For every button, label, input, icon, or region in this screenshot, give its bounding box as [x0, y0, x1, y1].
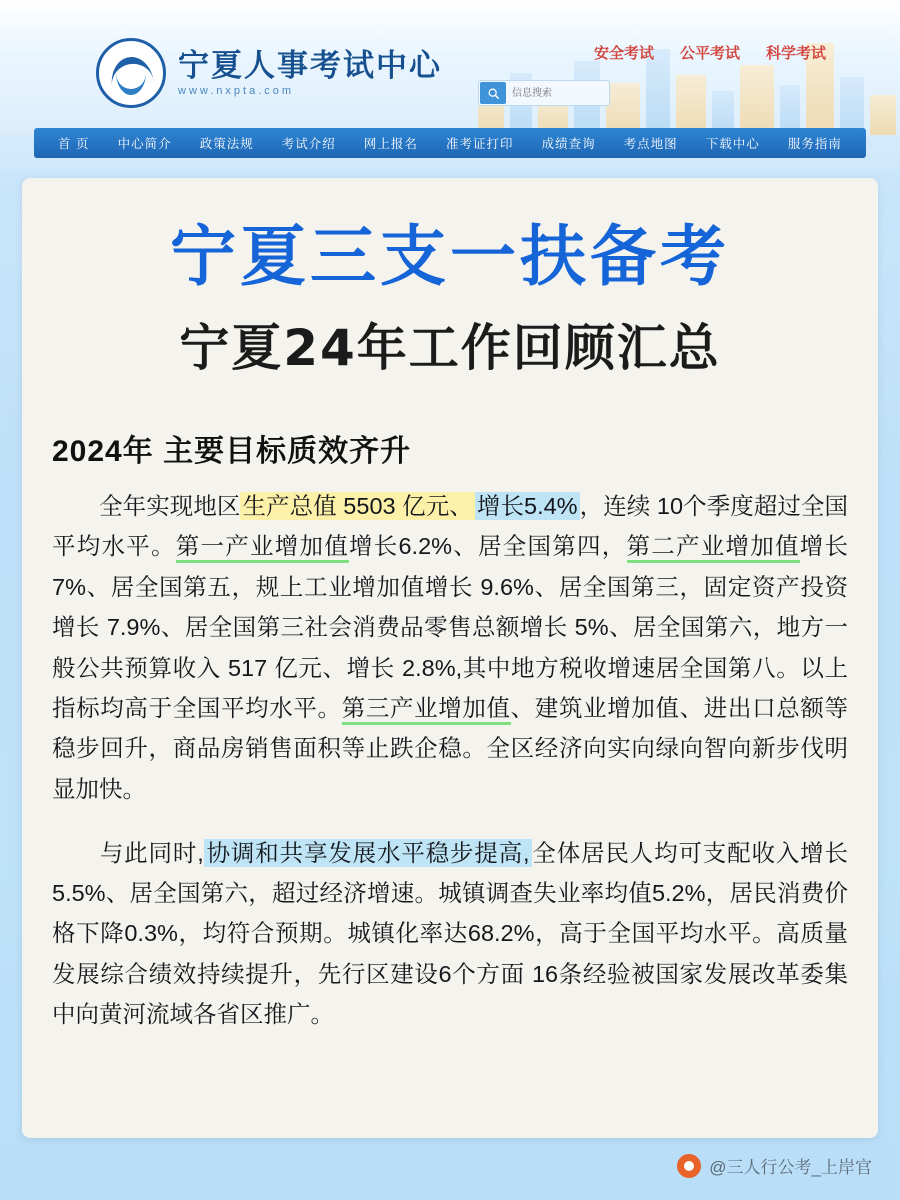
- nav-item-downloads[interactable]: 下载中心: [705, 137, 760, 151]
- slogan-group: [594, 42, 826, 63]
- logo-emblem-icon: [96, 38, 166, 108]
- nav-item-online-reg[interactable]: 网上报名: [363, 137, 418, 151]
- p2-highlight-development: 协调和共享发展水平稳步提高,: [205, 839, 530, 866]
- p1-highlight-growth: 增长5.4%: [476, 492, 578, 519]
- p1-highlight-gdp: 生产总值 5503 亿元、: [242, 492, 473, 519]
- search-box[interactable]: [478, 80, 610, 106]
- slogan-1: 安全考试: [593, 45, 654, 62]
- page-title: 宁夏三支一扶备考: [170, 218, 730, 295]
- p1-seg-2: ，连续 10个季度超过全国平均水平。: [52, 492, 849, 560]
- weibo-icon: [677, 1154, 701, 1178]
- slogan-2: 公平考试: [679, 45, 740, 62]
- p1-seg-3: 增长6.2%、居全国第四，: [348, 533, 627, 560]
- site-header: [0, 0, 900, 170]
- section-heading: 2024年 主要目标质效齐升: [52, 434, 412, 468]
- nav-item-admit-card[interactable]: 准考证打印: [445, 137, 514, 151]
- p2-seg-2: 全体居民人均可支配收入增长 5.5%、居全国第六，超过经济增速。城镇调查失业率均值5.2%，居民消费价格下降0.3%，均符合预期。城镇化率达68.2%，高于全国平均水平。高质量发展综合绩效持续提升，先行区建设6个方面 16条经验被国家发展改革委集中向黄河流域各省区推广。: [52, 839, 849, 1028]
- nav-item-exam-intro[interactable]: 考试介绍: [281, 137, 336, 151]
- site-logo-url: www.nxpta.com: [178, 84, 295, 97]
- paragraph-2: [52, 833, 848, 1035]
- p1-underline-tertiary-industry: 第三产业增加值: [342, 695, 511, 725]
- nav-item-policy[interactable]: 政策法规: [199, 137, 254, 151]
- p1-underline-primary-industry: 第一产业增加值: [176, 533, 349, 563]
- site-logo-title: 宁夏人事考试中心: [178, 47, 442, 83]
- site-logo[interactable]: [96, 38, 442, 108]
- p1-seg-1: 全年实现地区: [99, 492, 241, 519]
- nav-item-about[interactable]: 中心简介: [117, 137, 172, 151]
- nav-item-score-query[interactable]: 成绩查询: [541, 137, 596, 151]
- search-input[interactable]: [510, 87, 600, 100]
- main-navigation[interactable]: [34, 128, 866, 158]
- paragraph-1: [52, 486, 848, 809]
- slogan-3: 科学考试: [765, 45, 826, 62]
- p2-seg-1: 与此同时,: [99, 839, 204, 866]
- nav-item-exam-map[interactable]: 考点地图: [623, 137, 678, 151]
- nav-item-service[interactable]: 服务指南: [787, 137, 842, 151]
- footer-account-name: @三人行公考_上岸官: [709, 1158, 872, 1177]
- footer-watermark: [677, 1153, 872, 1178]
- page-subtitle: 宁夏24年工作回顾汇总: [179, 318, 721, 377]
- p1-seg-5: 、建筑业增加值、进出口总额等稳步回升，商品房销售面积等止跌企稳。全区经济向实向绿向智向新步伐明显加快。: [52, 694, 848, 802]
- p1-seg-4: 增长 7%、居全国第五，规上工业增加值增长 9.6%、居全国第三，固定资产投资增长 7.9%、居全国第三社会消费品零售总额增长 5%、居全国第六，地方一般公共预算收入 517 亿元、增长 2.8%,其中地方税收增速居全国第八。以上指标均高于全国平均水平。: [52, 533, 849, 721]
- search-icon[interactable]: [480, 82, 506, 104]
- article-card: [22, 178, 878, 1138]
- p1-underline-secondary-industry: 第二产业增加值: [627, 533, 800, 563]
- nav-item-home[interactable]: 首 页: [58, 137, 90, 151]
- skyline-decoration: [470, 20, 900, 135]
